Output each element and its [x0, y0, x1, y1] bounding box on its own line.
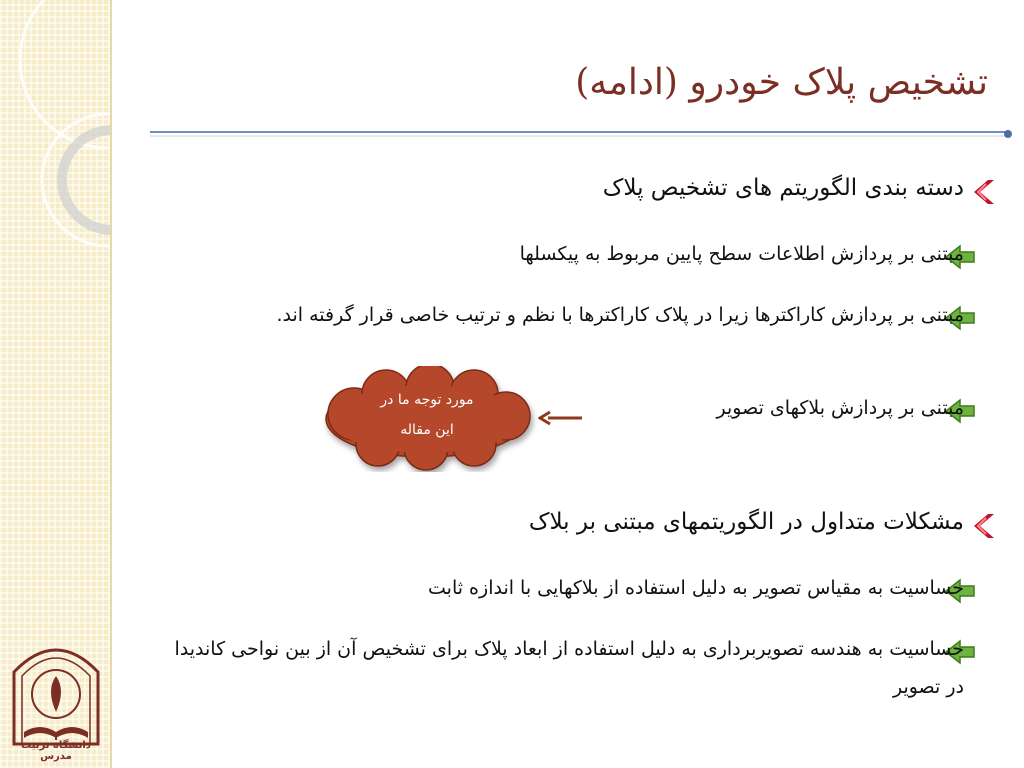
list-item: حساسیت به مقیاس تصویر به دلیل استفاده از بلاکهایی با اندازه ثابت [428, 577, 964, 599]
heading-bullet-icon [968, 178, 994, 206]
heading-bullet-icon [968, 512, 994, 540]
university-logo [6, 632, 106, 760]
list-item: مبتنی بر پردازش کاراکترها زیرا در پلاک کاراکترها با نظم و ترتیب خاصی قرار گرفته اند. [276, 304, 964, 326]
list-item: مبتنی بر پردازش بلاکهای تصویر [716, 397, 964, 419]
callout-line: این مقاله [400, 422, 454, 438]
slide-title: تشخیص پلاک خودرو (ادامه) [575, 62, 988, 103]
list-item: مبتنی بر پردازش اطلاعات سطح پایین مربوط به پیکسلها [519, 243, 964, 265]
sidebar-decoration [0, 0, 112, 768]
logo-caption: دانشگاه تربیت مدرس [21, 740, 91, 762]
section-heading: دسته بندی الگوریتم های تشخیص پلاک [602, 175, 964, 201]
list-item: حساسیت به هندسه تصویربرداری به دلیل استفاده از ابعاد پلاک برای تشخیص آن از بین نواحی کاندیدا در تصویر [174, 638, 964, 698]
callout-text [330, 385, 524, 445]
callout-arrow-icon [538, 410, 584, 426]
callout-line: مورد توجه ما در [380, 392, 474, 408]
title-divider [150, 127, 1016, 141]
section-heading: مشکلات متداول در الگوریتمهای مبتنی بر بلاک [528, 509, 964, 535]
